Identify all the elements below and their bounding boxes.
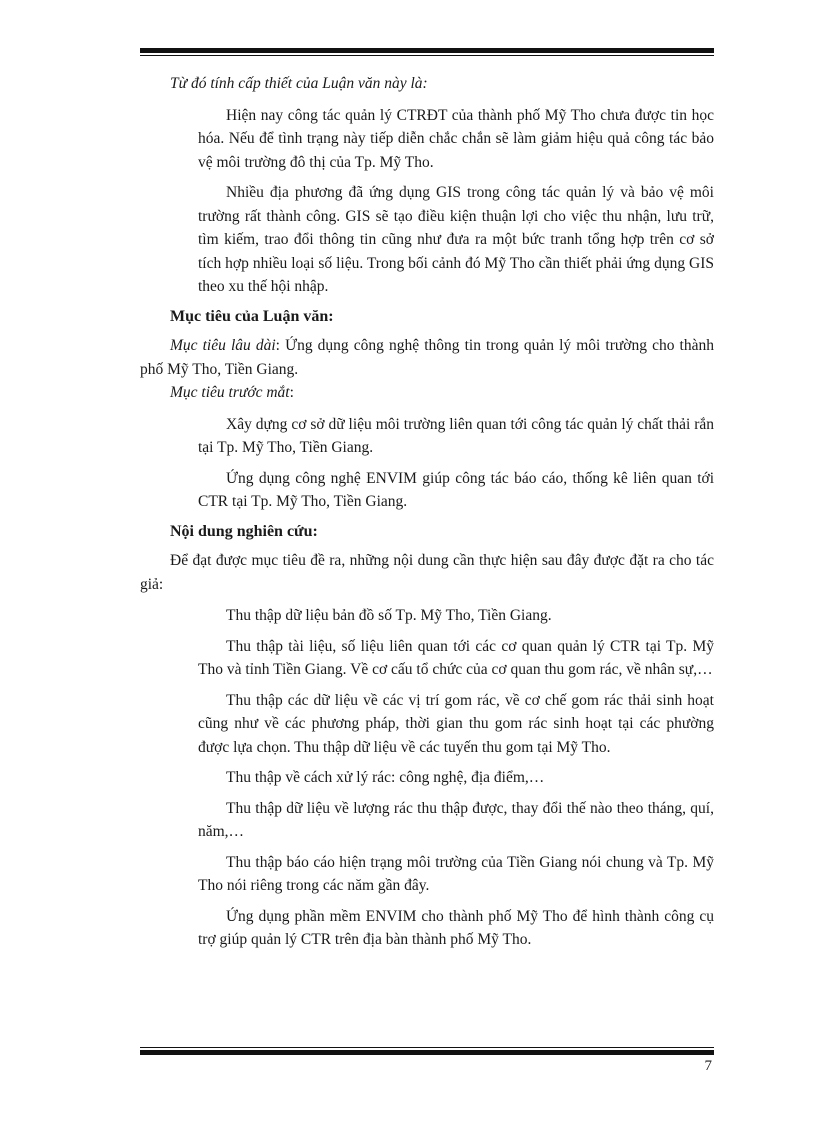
short-term-item: Ứng dụng công nghệ ENVIM giúp công tác báo cáo, thống kê liên quan tới CTR tại Tp. Mỹ Tho, Tiền Giang. bbox=[198, 469, 714, 510]
header-rule bbox=[140, 48, 714, 56]
intro-paragraph-1: Hiện nay công tác quản lý CTRĐT của thành phố Mỹ Tho chưa được tin học hóa. Nếu để tình trạng này tiếp diễn chắc chắn sẽ làm giảm hiệu quả công tác bảo vệ môi trường đô thị của Tp. Mỹ Tho. bbox=[198, 106, 714, 171]
long-term-objective bbox=[140, 334, 714, 381]
short-term-objective bbox=[140, 381, 714, 405]
long-term-text: : Ứng dụng công nghệ thông tin trong quản lý môi trường cho thành phố Mỹ Tho, Tiền Giang. bbox=[140, 337, 714, 378]
short-term-label: Mục tiêu trước mắt bbox=[170, 384, 290, 401]
research-item: Thu thập dữ liệu về lượng rác thu thập được, thay đổi thế nào theo tháng, quí, năm,… bbox=[198, 799, 714, 840]
footer-rule bbox=[140, 1047, 714, 1055]
research-heading: Nội dung nghiên cứu: bbox=[170, 522, 318, 540]
research-item: Thu thập báo cáo hiện trạng môi trường của Tiền Giang nói chung và Tp. Mỹ Tho nói riêng trong các năm gần đây. bbox=[198, 853, 714, 894]
page-number: 7 bbox=[704, 1058, 712, 1074]
research-item: Thu thập dữ liệu bản đồ số Tp. Mỹ Tho, Tiền Giang. bbox=[226, 607, 552, 624]
research-item: Thu thập các dữ liệu về các vị trí gom rác, về cơ chế gom rác thải sinh hoạt cũng như về các phương pháp, thời gian thu gom rác sinh hoạt tại các phường được lựa chọn. Thu thập dữ liệu về các tuyến thu gom tại Mỹ Tho. bbox=[198, 691, 714, 756]
research-intro: Để đạt được mục tiêu đề ra, những nội dung cần thực hiện sau đây được đặt ra cho tác giả: bbox=[140, 552, 714, 593]
short-term-item: Xây dựng cơ sở dữ liệu môi trường liên quan tới công tác quản lý chất thải rắn tại Tp. Mỹ Tho, Tiền Giang. bbox=[198, 415, 714, 456]
intro-paragraph-2: Nhiều địa phương đã ứng dụng GIS trong công tác quản lý và bảo vệ môi trường rất thành công. GIS sẽ tạo điều kiện thuận lợi cho việc thu nhận, lưu trữ, tìm kiếm, trao đổi thông tin cũng như đưa ra một bức tranh tổng hợp trên cơ sở tích hợp nhiều loại số liệu. Trong bối cảnh đó Mỹ Tho cần thiết phải ứng dụng GIS theo xu thế hội nhập. bbox=[198, 184, 714, 295]
intro-line: Từ đó tính cấp thiết của Luận văn này là: bbox=[170, 75, 428, 92]
page-body bbox=[140, 72, 714, 952]
short-term-suffix: : bbox=[289, 384, 294, 401]
research-item: Thu thập tài liệu, số liệu liên quan tới các cơ quan quản lý CTR tại Tp. Mỹ Tho và tỉnh Tiền Giang. Về cơ cấu tổ chức của cơ quan thu gom rác, về nhân sự,… bbox=[198, 637, 714, 678]
long-term-label: Mục tiêu lâu dài bbox=[170, 337, 276, 354]
research-item: Thu thập về cách xử lý rác: công nghệ, địa điểm,… bbox=[226, 769, 545, 786]
objectives-heading: Mục tiêu của Luận văn: bbox=[170, 307, 334, 325]
research-item: Ứng dụng phần mềm ENVIM cho thành phố Mỹ Tho để hình thành công cụ trợ giúp quản lý CTR trên địa bàn thành phố Mỹ Tho. bbox=[198, 907, 714, 948]
